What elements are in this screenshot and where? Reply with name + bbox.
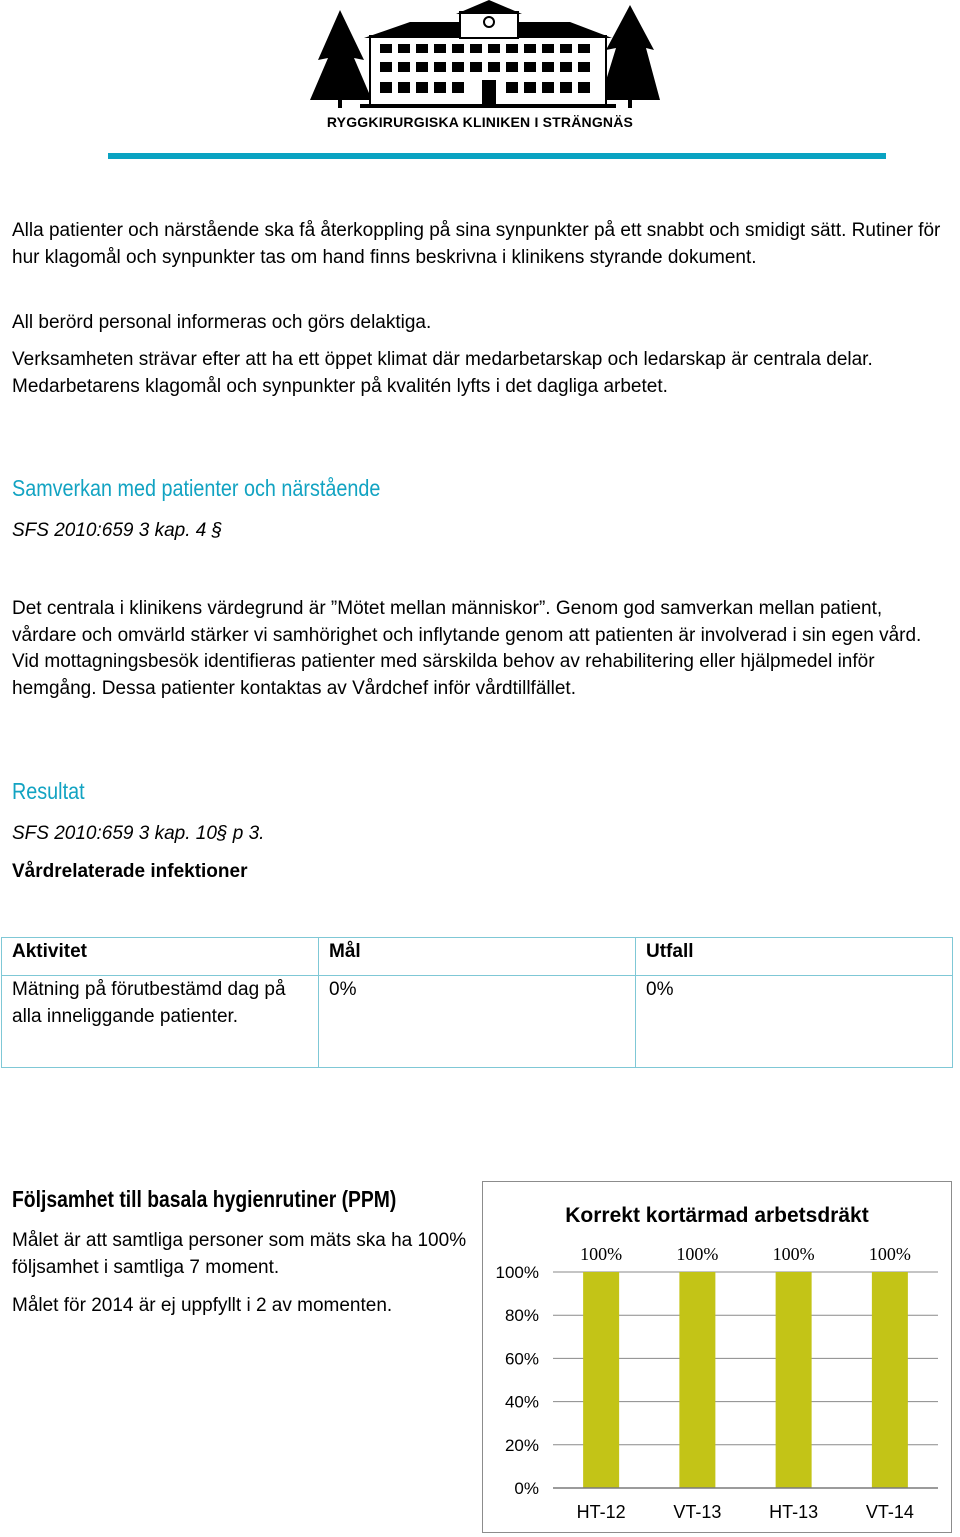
resultat-reference: SFS 2010:659 3 kap. 10§ p 3. — [12, 823, 265, 844]
table-header-cell: Aktivitet — [2, 938, 319, 976]
table-cell-goal: 0% — [319, 976, 636, 1068]
bar — [776, 1272, 812, 1488]
table-cell-activity: Mätning på förutbestämd dag på alla inneliggande patienter. — [2, 976, 319, 1068]
samverkan-reference: SFS 2010:659 3 kap. 4 § — [12, 520, 223, 541]
x-tick-label: HT-12 — [576, 1502, 626, 1522]
ppm-status-paragraph: Målet för 2014 är ej uppfyllt i 2 av momenten. — [12, 1295, 393, 1316]
y-tick-label: 80% — [504, 1306, 539, 1326]
table-header-row — [2, 938, 953, 976]
samverkan-body: Det centrala i klinikens värdegrund är ”Mötet mellan människor”. Genom god samverkan mellan patient, vårdare och omvärld stärker vi samhörighet och inflytande genom att patienten är involverad i sin egen vård. Vid mottagningsbesök identifieras patienter med särskilda behov av rehabilitering eller hjälpmedel inför hemgång. Dessa patienter kontaktas av Vårdchef inför vårdtillfället. — [12, 598, 922, 699]
clinic-name: RYGGKIRURGISKA KLINIKEN I STRÄNGNÄS — [326, 114, 634, 130]
x-tick-label: HT-13 — [769, 1502, 819, 1522]
ppm-heading: Följsamhet till basala hygienrutiner (PPM) — [12, 1186, 397, 1212]
table-header-cell: Mål — [319, 938, 636, 976]
data-label: 100% — [580, 1244, 623, 1264]
uniform-chart — [482, 1181, 952, 1533]
x-tick-label: VT-13 — [673, 1502, 722, 1522]
infections-subheading: Vårdrelaterade infektioner — [12, 861, 248, 882]
bar-chart — [483, 1182, 951, 1532]
bar — [679, 1272, 715, 1488]
y-tick-label: 40% — [504, 1392, 539, 1412]
table-header-cell: Utfall — [636, 938, 953, 976]
header-divider — [108, 153, 886, 159]
bar — [872, 1272, 908, 1488]
intro-paragraph-staff: All berörd personal informeras och görs delaktiga. — [12, 312, 432, 333]
bar — [583, 1272, 619, 1488]
data-label: 100% — [868, 1244, 911, 1264]
section-heading-resultat: Resultat — [12, 778, 85, 804]
hospital-building-icon — [300, 0, 660, 114]
data-label: 100% — [772, 1244, 815, 1264]
x-tick-label: VT-14 — [865, 1502, 914, 1522]
intro-paragraph-feedback: Alla patienter och närstående ska få återkoppling på sina synpunkter på ett snabbt och smidigt sätt. Rutiner för hur klagomål och synpunkter tas om hand finns beskrivna i klinikens styrande dokument. — [12, 220, 941, 268]
table-row — [2, 976, 953, 1068]
intro-paragraph-climate: Verksamheten strävar efter att ha ett öppet klimat där medarbetarskap och ledarskap är centrala delar. Medarbetarens klagomål och synpunkter på kvalitén lyfts i det dagliga arbetet. — [12, 349, 873, 397]
y-tick-label: 20% — [504, 1435, 539, 1455]
y-tick-label: 60% — [504, 1349, 539, 1369]
chart-title: Korrekt kortärmad arbetsdräkt — [565, 1204, 869, 1227]
ppm-goal-paragraph: Målet är att samtliga personer som mäts ska ha 100% följsamhet i samtliga 7 moment. — [12, 1230, 467, 1278]
y-tick-label: 100% — [495, 1263, 539, 1282]
section-heading-samverkan: Samverkan med patienter och närstående — [12, 475, 381, 501]
infections-table — [1, 937, 953, 1068]
y-tick-label: 0% — [514, 1479, 539, 1498]
data-label: 100% — [676, 1244, 719, 1264]
table-cell-outcome: 0% — [636, 976, 953, 1068]
